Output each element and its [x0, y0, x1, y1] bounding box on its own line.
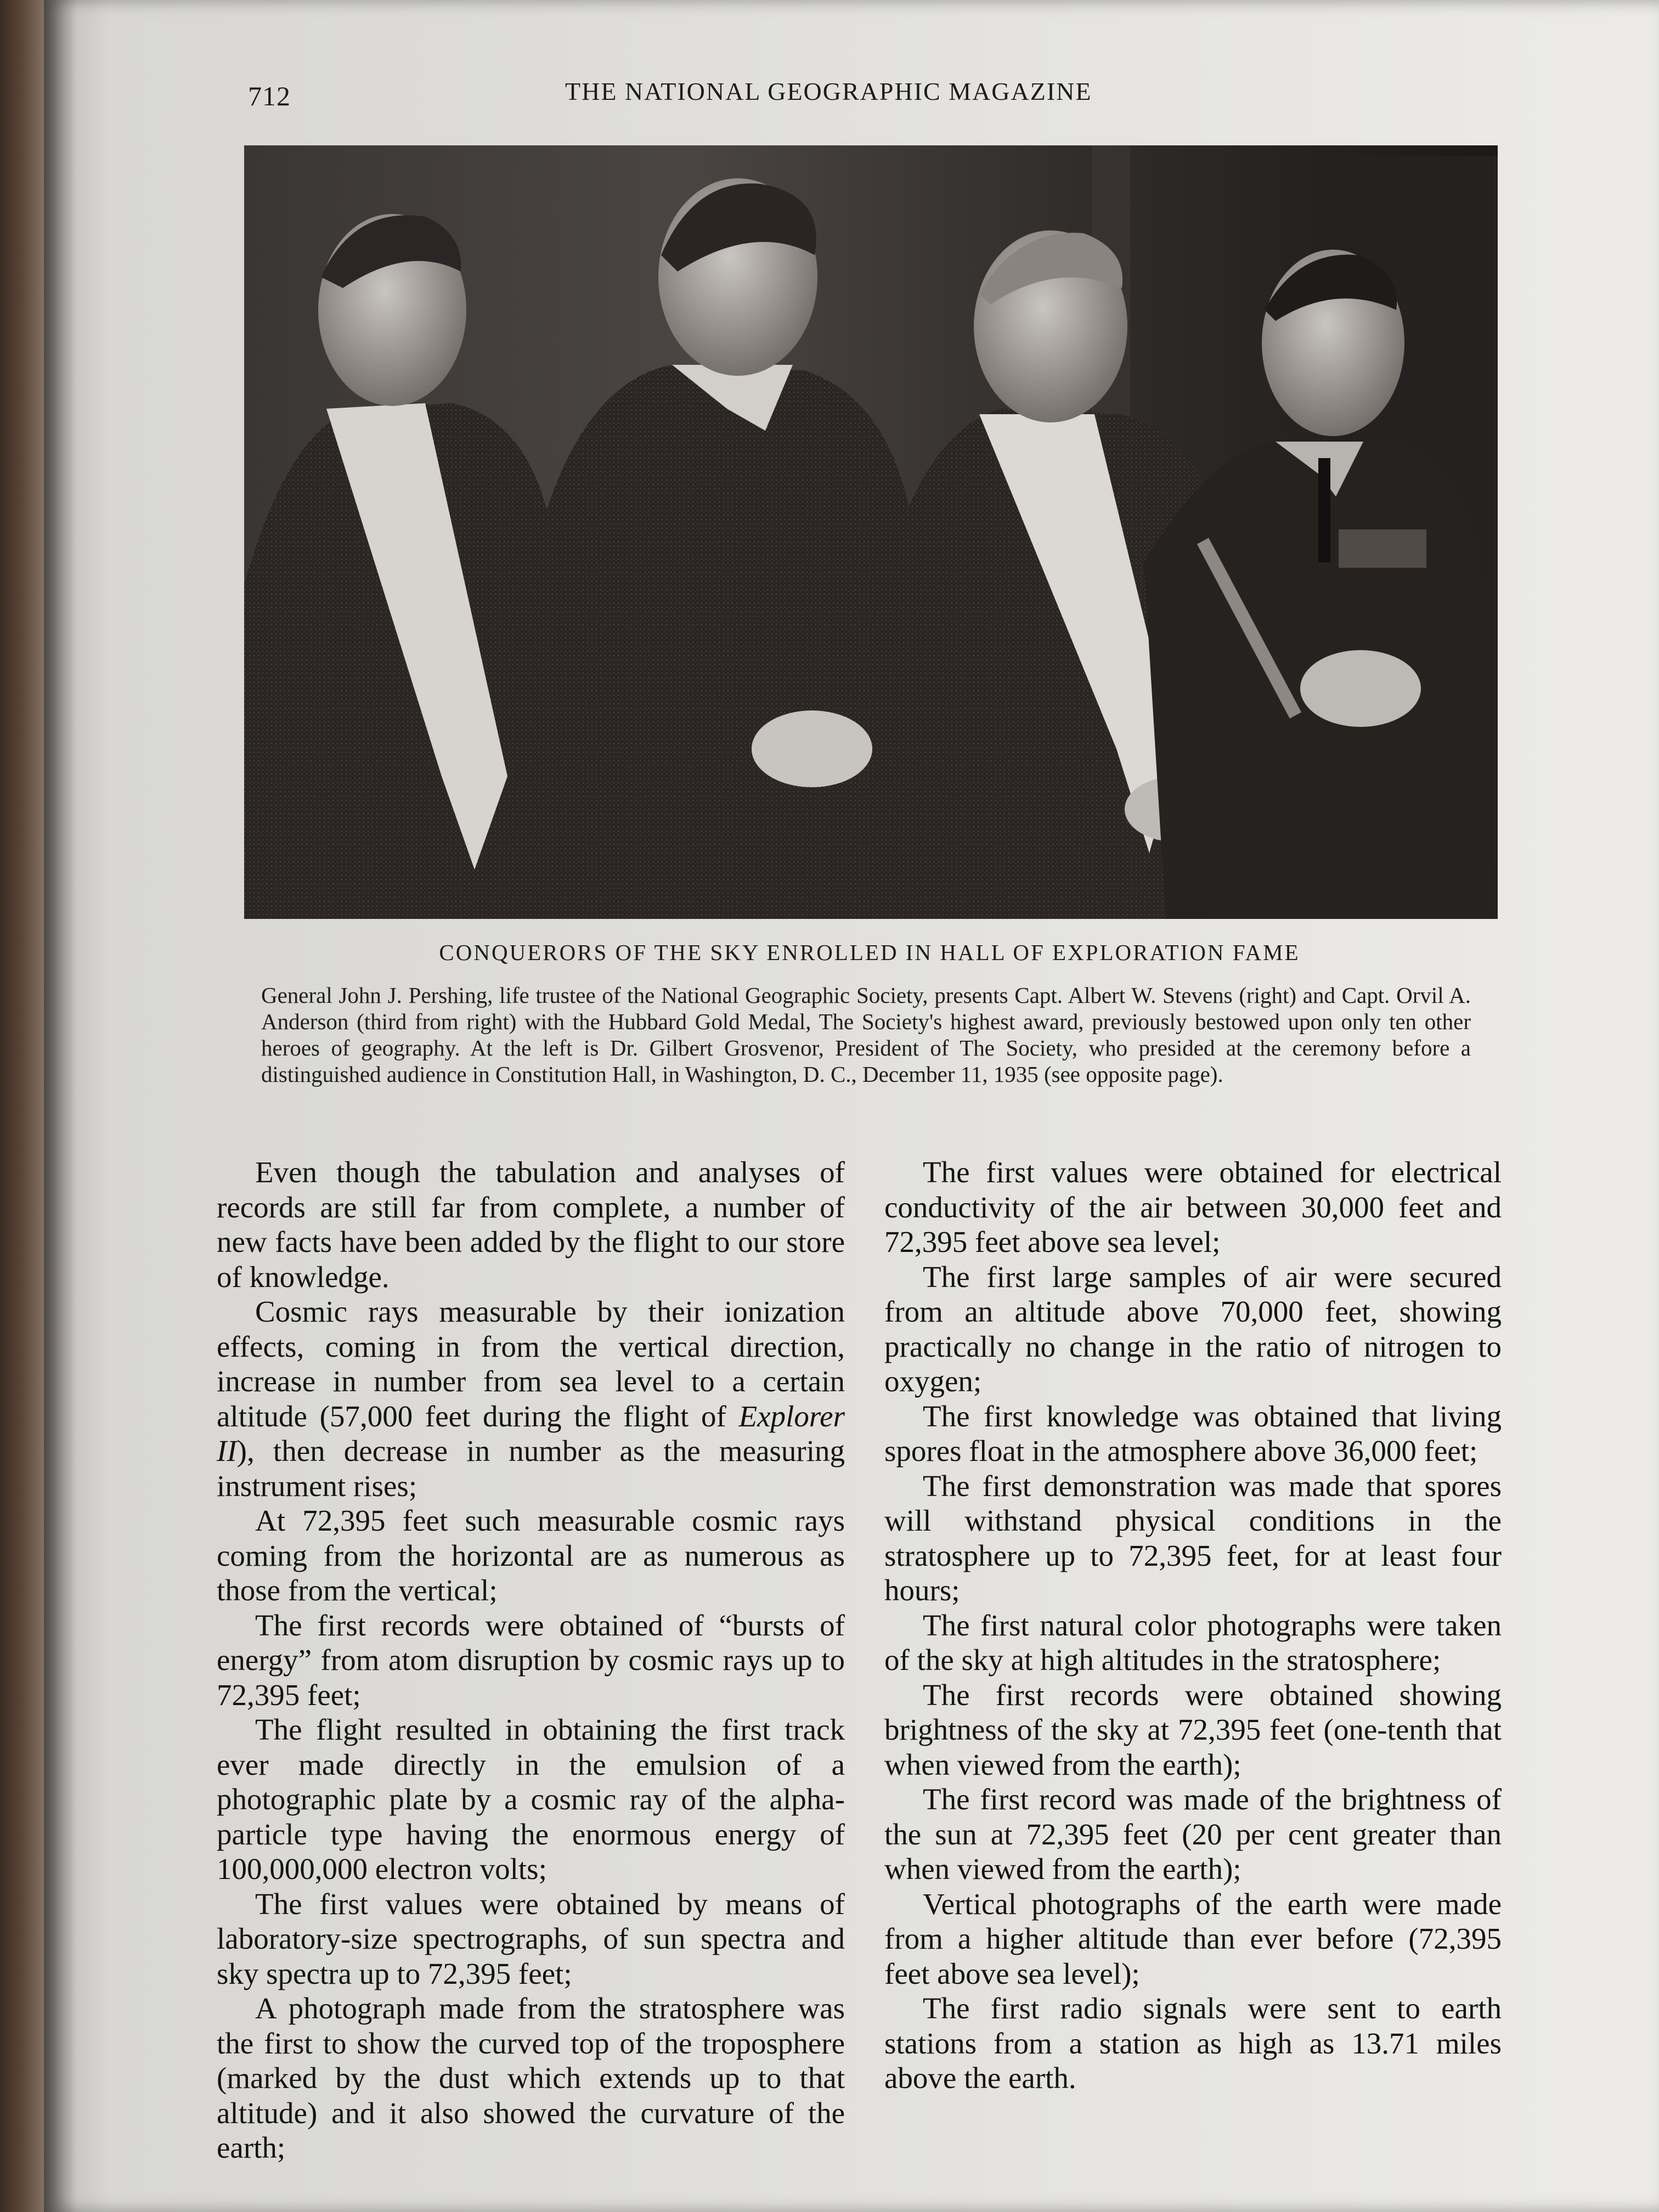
- background-table: [0, 0, 49, 2212]
- explorer-ii-title: Explorer II: [217, 1399, 845, 1468]
- photo-caption-title: CONQUERORS OF THE SKY ENROLLED IN HALL OF EXPLORATION FAME: [439, 940, 1300, 965]
- right-paragraph-4: The first demonstration was made that spores will withstand physical conditions in the stratosphere up to 72,395 feet, for at least four hours;: [884, 1469, 1502, 1607]
- right-paragraph-5: The first natural color photographs were taken of the sky at high altitudes in the stratosphere;: [884, 1608, 1502, 1677]
- left-paragraph-2-text-a: Cosmic rays measurable by their ionization effects, coming in from the vertical direction, increase in number from sea level to a certain altitude (57,000 feet during the flight of: [217, 1295, 845, 1433]
- left-paragraph-6: The first values were obtained by means of laboratory-size spectrographs, of sun spectra and sky spectra up to 72,395 feet;: [217, 1887, 845, 1990]
- left-paragraph-7: A photograph made from the stratosphere was the first to show the curved top of the troposphere (marked by the dust which extends up to that altitude) and it also showed the curvature of the earth;: [217, 1991, 845, 2164]
- left-paragraph-2-text-b: ), then decrease in number as the measuring instrument rises;: [217, 1434, 845, 1503]
- left-paragraph-4: The first records were obtained of “bursts of energy” from atom disruption by cosmic rays up to 72,395 feet;: [217, 1608, 845, 1712]
- right-paragraph-9: The first radio signals were sent to earth stations from a station as high as 13.71 miles above the earth.: [884, 1991, 1502, 2095]
- photo-caption-body: General John J. Pershing, life trustee of the National Geographic Society, presents Capt. Albert W. Stevens (right) and Capt. Orvil A. Anderson (third from right) with the Hubbard Gold Medal, The Society's highest award, previously bestowed upon only ten other heroes of geography. At the left is Dr. Gilbert Grosvenor, President of The Society, who presided at the ceremony before a distinguished audience in Constitution Hall, in Washington, D. C., December 11, 1935 (see opposite page).: [261, 983, 1471, 1087]
- right-paragraph-7: The first record was made of the brightness of the sun at 72,395 feet (20 per cent greater than when viewed from the earth);: [884, 1782, 1502, 1886]
- left-paragraph-5: The flight resulted in obtaining the first track ever made directly in the emulsion of a photographic plate by a cosmic ray of the alpha-particle type having the enormous energy of 100,000,000 electron volts;: [217, 1713, 845, 1886]
- left-paragraph-1: Even though the tabulation and analyses of records are still far from complete, a number of new facts have been added by the flight to our store of knowledge.: [217, 1155, 845, 1294]
- right-column: [884, 1155, 1502, 2096]
- page-number: 712: [248, 81, 291, 111]
- left-paragraph-3: At 72,395 feet such measurable cosmic rays coming from the horizontal are as numerous as those from the vertical;: [217, 1504, 845, 1607]
- right-paragraph-8: Vertical photographs of the earth were made from a higher altitude than ever before (72,395 feet above sea level);: [884, 1887, 1502, 1990]
- right-paragraph-6: The first records were obtained showing brightness of the sky at 72,395 feet (one-tenth that when viewed from the earth);: [884, 1678, 1502, 1781]
- spine-shadow: [44, 0, 77, 2212]
- right-paragraph-2: The first large samples of air were secured from an altitude above 70,000 feet, showing practically no change in the ratio of nitrogen to oxygen;: [884, 1260, 1502, 1398]
- running-head: THE NATIONAL GEOGRAPHIC MAGAZINE: [565, 77, 1092, 105]
- ceremony-photo: [244, 145, 1498, 919]
- right-paragraph-1: The first values were obtained for electrical conductivity of the air between 30,000 feet and 72,395 feet above sea level;: [884, 1155, 1502, 1259]
- right-paragraph-3: The first knowledge was obtained that living spores float in the atmosphere above 36,000 feet;: [884, 1399, 1502, 1468]
- left-paragraph-2: [217, 1294, 845, 1503]
- left-column: [217, 1155, 845, 2165]
